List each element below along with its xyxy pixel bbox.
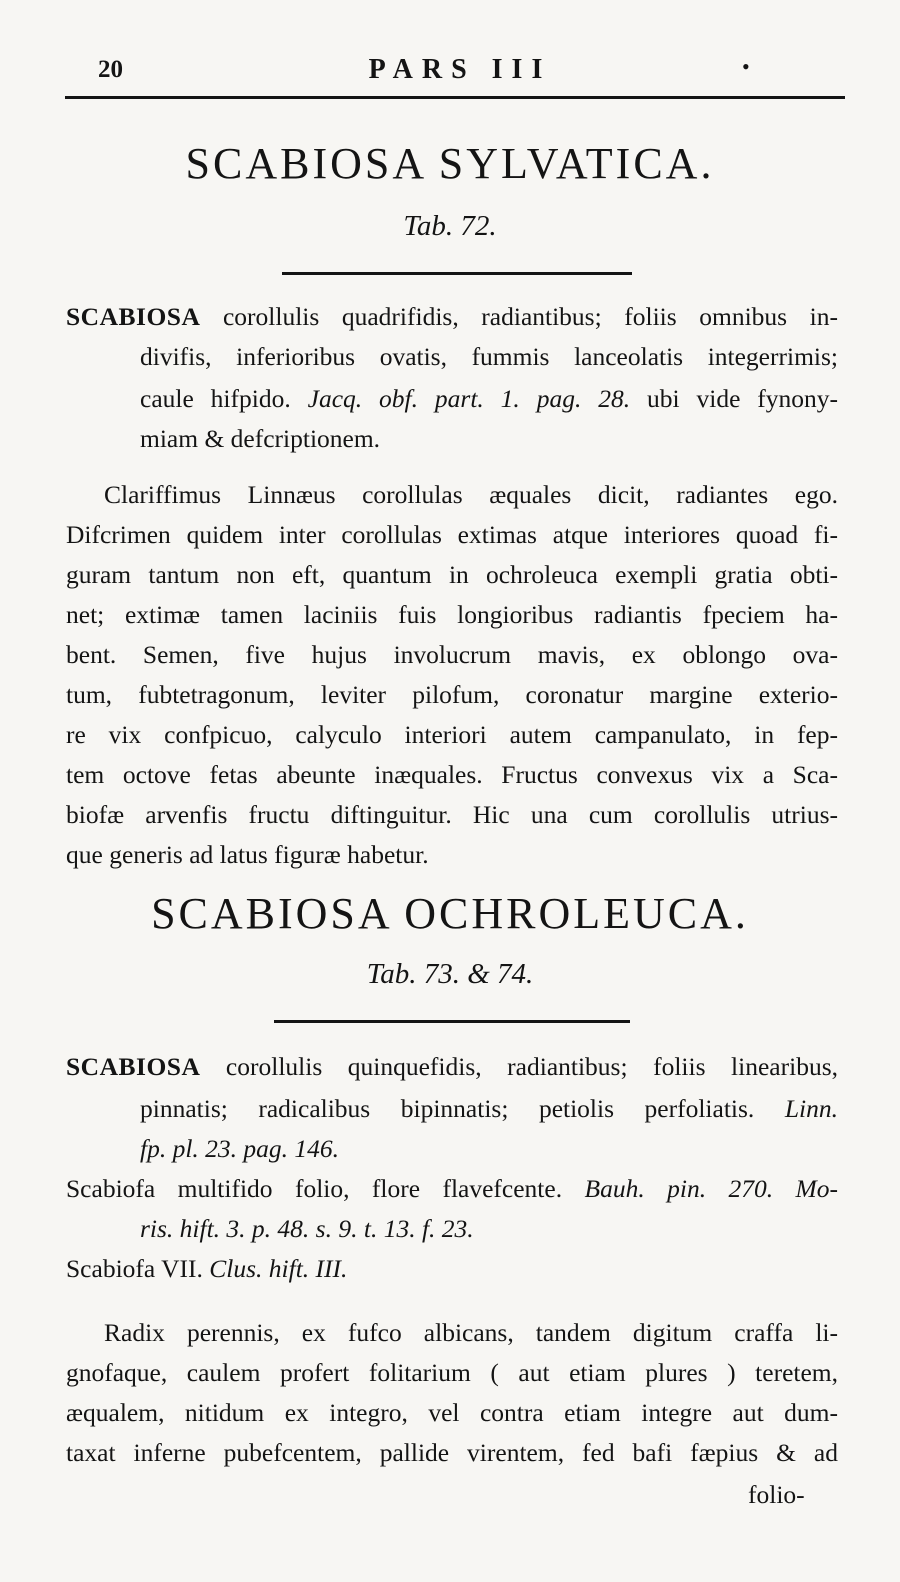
paragraph-line: re vix confpicuo, calyculo interiori autem campanulato, in fep- — [66, 720, 838, 749]
synonym-line: Scabiofa multifido folio, flore flavefcente. Bauh. pin. 270. Mo- — [66, 1174, 839, 1203]
tab-reference-sylvatica: Tab. 72. — [403, 210, 497, 242]
paragraph-line: æqualem, nitidum ex integro, vel contra etiam integre aut dum- — [66, 1398, 838, 1427]
section-title-ochroleuca: SCABIOSA OCHROLEUCA. — [151, 889, 749, 938]
paragraph-line: biofæ arvenfis fructu diftinguitur. Hic una cum corollulis utrius- — [66, 800, 838, 829]
running-header — [0, 52, 900, 92]
paragraph-line: net; extimæ tamen laciniis fuis longioribus radiantis fpeciem ha- — [66, 600, 838, 629]
diagnosis-line: pinnatis; radicalibus bipinnatis; petiolis perfoliatis. Linn. — [140, 1094, 838, 1123]
diagnosis-line: divifis, inferioribus ovatis, fummis lanceolatis integerrimis; — [140, 342, 838, 371]
paragraph-line: guram tantum non eft, quantum in ochroleuca exempli gratia obti- — [66, 560, 838, 589]
paragraph-line: bent. Semen, five hujus involucrum mavis, ex oblongo ova- — [66, 640, 838, 669]
diagnosis-line: caule hifpido. Jacq. obf. part. 1. pag. 28. ubi vide fynony- — [140, 384, 839, 413]
section-rule — [274, 1020, 630, 1023]
diagnosis-line: SCABIOSA corollulis quadrifidis, radiantibus; foliis omnibus in- — [66, 302, 838, 331]
paragraph-line: gnofaque, caulem profert folitarium ( aut etiam plures ) teretem, — [66, 1358, 838, 1387]
paragraph-line: tem octove fetas abeunte inæquales. Fructus convexus vix a Sca- — [66, 760, 838, 789]
header-rule — [65, 96, 845, 99]
catchword: folio- — [748, 1480, 805, 1509]
diagnosis-line: miam & defcriptionem. — [140, 424, 381, 453]
section-rule — [282, 272, 632, 275]
synonym-line: ris. hift. 3. p. 48. s. 9. t. 13. f. 23. — [140, 1214, 474, 1243]
paragraph-line: tum, fubtetragonum, leviter pilofum, coronatur margine exterio- — [66, 680, 838, 709]
diagnosis-line: SCABIOSA corollulis quinquefidis, radiantibus; foliis linearibus, — [66, 1052, 838, 1081]
paragraph-line: taxat inferne pubefcentem, pallide virentem, fed bafi fæpius & ad — [66, 1438, 838, 1467]
header-mark: • — [742, 54, 750, 79]
diagnosis-line: fp. pl. 23. pag. 146. — [140, 1134, 340, 1163]
paragraph-line: Difcrimen quidem inter corollulas extimas atque interiores quoad fi- — [66, 520, 838, 549]
section-title-sylvatica: SCABIOSA SYLVATICA. — [185, 139, 715, 188]
running-head: PARS III — [368, 54, 552, 85]
synonym-line: Scabiofa VII. Clus. hift. III. — [66, 1254, 348, 1283]
page-number: 20 — [98, 56, 123, 83]
paragraph-line: que generis ad latus figuræ habetur. — [66, 840, 429, 869]
paragraph-line: Clariffimus Linnæus corollulas æquales dicit, radiantes ego. — [104, 480, 838, 509]
tab-reference-ochroleuca: Tab. 73. & 74. — [366, 958, 534, 990]
paragraph-line: Radix perennis, ex fufco albicans, tandem digitum craffa li- — [104, 1318, 838, 1347]
